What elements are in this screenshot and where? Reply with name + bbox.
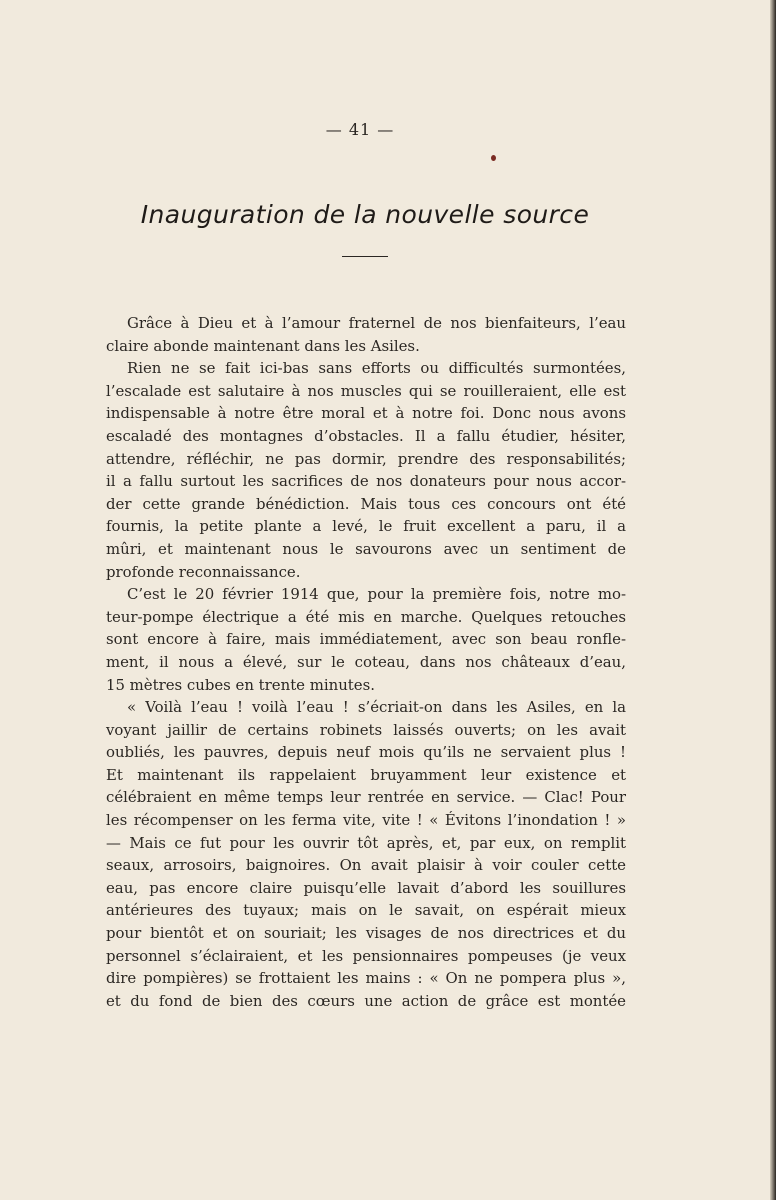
text-line: teur-pompe électrique a été mis en marche. Quelques retouches (106, 607, 626, 626)
text-line: l’escalade est salutaire à nos muscles qui se rouilleraient, elle est (106, 381, 626, 400)
page-number: — 41 — (325, 120, 395, 139)
text-line: sont encore à faire, mais immédiatement, avec son beau ronfle- (106, 630, 626, 649)
text-line: il a fallu surtout les sacrifices de nos donateurs pour nous accor- (106, 472, 626, 491)
text-line: Rien ne se fait ici-bas sans efforts ou difficultés surmontées, (127, 359, 626, 378)
text-line: oubliés, les pauvres, depuis neuf mois qu’ils ne servaient plus ! (106, 743, 626, 762)
text-line: ment, il nous a élevé, sur le coteau, dans nos châteaux d’eau, (106, 652, 626, 671)
text-line: mûri, et maintenant nous le savourons avec un sentiment de (106, 539, 626, 558)
text-line: C’est le 20 février 1914 que, pour la première fois, notre mo- (127, 585, 626, 604)
text-line: fournis, la petite plante a levé, le fruit excellent a paru, il a (106, 517, 626, 536)
text-line: célébraient en même temps leur rentrée en service. — Clac! Pour (106, 788, 626, 807)
text-line: Et maintenant ils rappelaient bruyamment leur existence et (106, 765, 626, 784)
chapter-title: Inauguration de la nouvelle source (140, 200, 590, 229)
text-line: indispensable à notre être moral et à notre foi. Donc nous avons (106, 404, 626, 423)
text-line: pour bientôt et on souriait; les visages de nos directrices et du (106, 924, 626, 943)
text-line: les récompenser on les ferma vite, vite ! « Évitons l’inondation ! » (106, 811, 626, 830)
text-line: — Mais ce fut pour les ouvrir tôt après, et, par eux, on remplit (106, 833, 626, 852)
page-edge-shadow (770, 0, 776, 1200)
text-line: escaladé des montagnes d’obstacles. Il a fallu étudier, hésiter, (106, 426, 626, 445)
text-line: Grâce à Dieu et à l’amour fraternel de nos bienfaiteurs, l’eau (127, 314, 626, 332)
text-line: claire abonde maintenant dans les Asiles. (106, 336, 420, 355)
text-line: dire pompières) se frottaient les mains : « On ne pompera plus », (106, 969, 626, 988)
ink-speck (491, 155, 496, 161)
text-line: antérieures des tuyaux; mais on le savait, on espérait mieux (106, 901, 626, 920)
text-line: « Voilà l’eau ! voilà l’eau ! s’écriait-on dans les Asiles, en la (127, 698, 626, 717)
body-text (106, 312, 626, 1012)
text-line: 15 mètres cubes en trente minutes. (106, 675, 375, 694)
title-divider (342, 256, 388, 257)
text-line: eau, pas encore claire puisqu’elle lavait d’abord les souillures (106, 878, 626, 897)
text-line: attendre, réfléchir, ne pas dormir, prendre des responsabilités; (106, 449, 626, 468)
text-line: et du fond de bien des cœurs une action de grâce est montée (106, 991, 626, 1010)
text-line: voyant jaillir de certains robinets laissés ouverts; on les avait (106, 720, 626, 739)
text-line: profonde reconnaissance. (106, 562, 301, 581)
text-line: personnel s’éclairaient, et les pensionnaires pompeuses (je veux (106, 946, 626, 965)
text-line: der cette grande bénédiction. Mais tous ces concours ont été (106, 494, 626, 513)
text-line: seaux, arrosoirs, baignoires. On avait plaisir à voir couler cette (106, 856, 626, 875)
